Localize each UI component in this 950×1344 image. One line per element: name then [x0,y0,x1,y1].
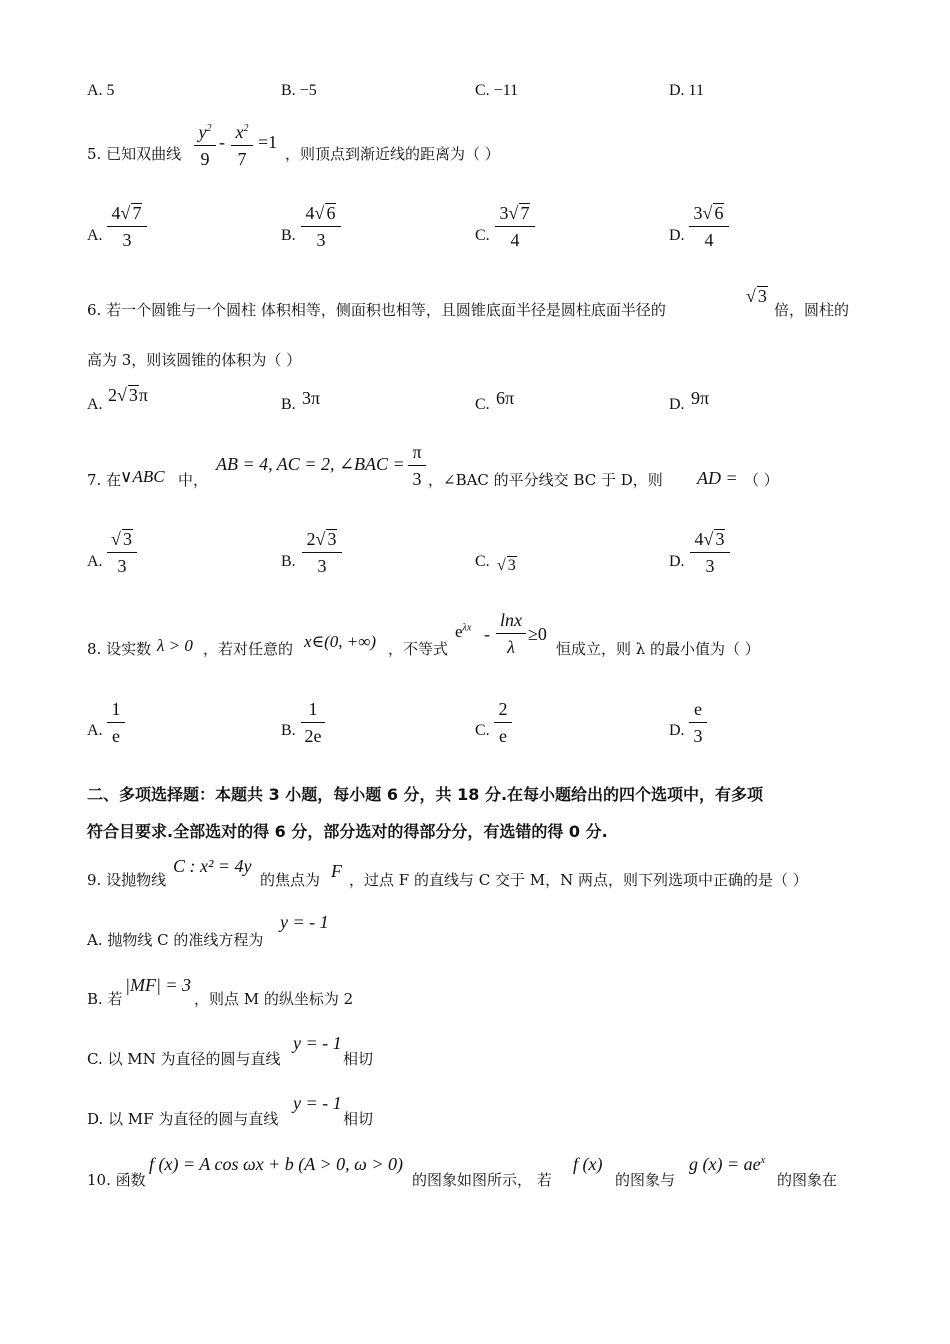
q9-option-d: D. 以 MF 为直径的圆与直线 [87,1110,279,1128]
q10-fx: f (x) [573,1154,603,1174]
q8-domain: x∈(0, +∞) [304,632,377,651]
q10-stem-post: 的图象在 [777,1171,838,1189]
q8-option-c: 2 e [494,697,512,748]
q6-option-b: 3π [302,388,321,408]
q8-option-b: 1 2e [301,697,325,748]
q7-condition: AB = 4, AC = 2, ∠BAC = [216,454,405,474]
q4-option-c: C. −11 [475,82,519,99]
q5-d-label: D. [669,227,685,244]
q9-option-b-eq: |MF| = 3 [125,975,192,995]
q8-a-label: A. [87,722,103,739]
q8-stem-mid2: ，不等式 [388,640,449,658]
q4-option-a: A. 5 [87,82,115,99]
q10-stem-mid: 的图象如图所示， 若 [412,1171,552,1189]
q9-focus-f: F [331,861,342,881]
q5-option-d: 3√ 6 4 [689,201,729,252]
q8-option-d: e 3 [689,697,707,748]
q8-c-label: C. [475,722,490,739]
q7-option-d: 4√ 3 3 [690,527,730,578]
q6-b-label: B. [281,396,296,413]
q6-stem-line1b: 倍，圆柱的 [774,301,850,319]
q6-d-label: D. [669,396,685,413]
q7-ad: AD = [697,468,738,488]
q7-d-label: D. [669,553,685,570]
q9-option-b-post: ，则点 M 的纵坐标为 2 [194,990,354,1008]
q6-sqrt3: √ 3 [746,286,767,306]
q5-frac-x2-7: $x^2$ 7 [231,117,253,171]
q7-option-c: √ 3 [497,557,516,574]
q6-option-d: 9π [691,388,710,408]
q6-c-label: C. [475,396,490,413]
q5-minus: - [219,132,225,152]
q9-option-a: A. 抛物线 C 的准线方程为 [87,931,264,949]
section2-header-line2: 符合目要求.全部选对的得 6 分，部分选对的得部分分，有选错的得 0 分. [87,822,608,841]
q8-stem-post: 恒成立，则 λ 的最小值为（ ） [556,640,760,658]
q9-option-c-eq: y = - 1 [293,1033,342,1053]
q8-option-a: 1 e [107,697,125,748]
q10-function-g: g $(x) = ae^x$ [689,1154,766,1174]
q8-ge: ≥0 [528,624,547,644]
q9-stem-mid: 的焦点为 [260,871,321,889]
q9-option-c: C. 以 MN 为直径的圆与直线 [87,1050,281,1068]
q5-b-label: B. [281,227,296,244]
q7-stem-post: （ ） [744,471,779,489]
q7-option-a: √ 3 3 [107,527,137,578]
q8-exp-e: $e^{\lambda x}$ [455,622,472,641]
q9-option-c-post: 相切 [343,1050,374,1068]
q9-option-d-post: 相切 [343,1110,374,1128]
q10-stem-mid2: 的图象与 [615,1171,676,1189]
q7-a-label: A. [87,553,103,570]
q5-eq: =1 [258,132,278,152]
q10-function-f: f (x) = A cos ωx + b (A > 0, ω > 0) [149,1154,403,1174]
q5-option-a: 4√ 7 3 [107,201,147,252]
q8-stem-pre: 8. 设实数 [87,640,152,658]
q9-stem-pre: 9. 设抛物线 [87,871,167,889]
q7-stem-mid: ，∠BAC 的平分线交 BC 于 D，则 [428,471,663,489]
q7-frac-pi-3: π 3 [408,440,426,491]
q9-stem-post: ，过点 F 的直线与 C 交于 M，N 两点，则下列选项中正确的是（ ） [349,871,808,889]
q5-stem-pre: 5. 已知双曲线 [87,145,182,163]
q6-stem-line2: 高为 3，则该圆锥的体积为（ ） [87,351,302,369]
q5-c-label: C. [475,227,490,244]
q8-d-label: D. [669,722,685,739]
q7-triangle: ∨ABC [120,467,165,486]
q9-option-d-eq: y = - 1 [293,1093,342,1113]
section2-header-line1: 二、多项选择题：本题共 3 小题，每小题 6 分，共 18 分.在每小题给出的四个选项中，有多项 [87,785,764,804]
q4-option-b: B. −5 [281,82,317,99]
q10-stem-pre: 10. 函数 [87,1171,146,1189]
q7-zhong: 中， [178,471,209,489]
q5-a-label: A. [87,227,103,244]
q6-option-a: 2√ 3π [108,385,148,405]
q8-lambda-cond: λ > 0 [157,636,193,655]
q8-stem-mid1: ，若对任意的 [203,640,294,658]
q6-option-c: 6π [496,388,515,408]
q5-frac-y2-9: $y^2$ 9 [194,117,216,171]
q7-b-label: B. [281,553,296,570]
q7-stem-pre: 7. 在 [87,471,122,489]
q5-option-b: 4√ 6 3 [301,201,341,252]
q4-option-d: D. 11 [669,82,704,99]
q7-option-b: 2√ 3 3 [302,527,342,578]
q6-a-label: A. [87,396,103,413]
q5-stem-post: ，则顶点到渐近线的距离为（ ） [285,145,500,163]
q5-option-c: 3√ 7 4 [495,201,535,252]
q8-b-label: B. [281,722,296,739]
q8-frac-lnx-lambda: lnx λ [496,608,526,659]
q9-option-a-eq: y = - 1 [280,912,329,932]
q8-minus: - [484,624,490,644]
q9-option-b: B. 若 [87,990,123,1008]
q9-parabola-eq: C : x² = 4y [173,856,252,876]
q7-c-label: C. [475,553,490,570]
q6-stem-line1a: 6. 若一个圆锥与一个圆柱 体积相等，侧面积也相等，且圆锥底面半径是圆柱底面半径的 [87,301,666,319]
